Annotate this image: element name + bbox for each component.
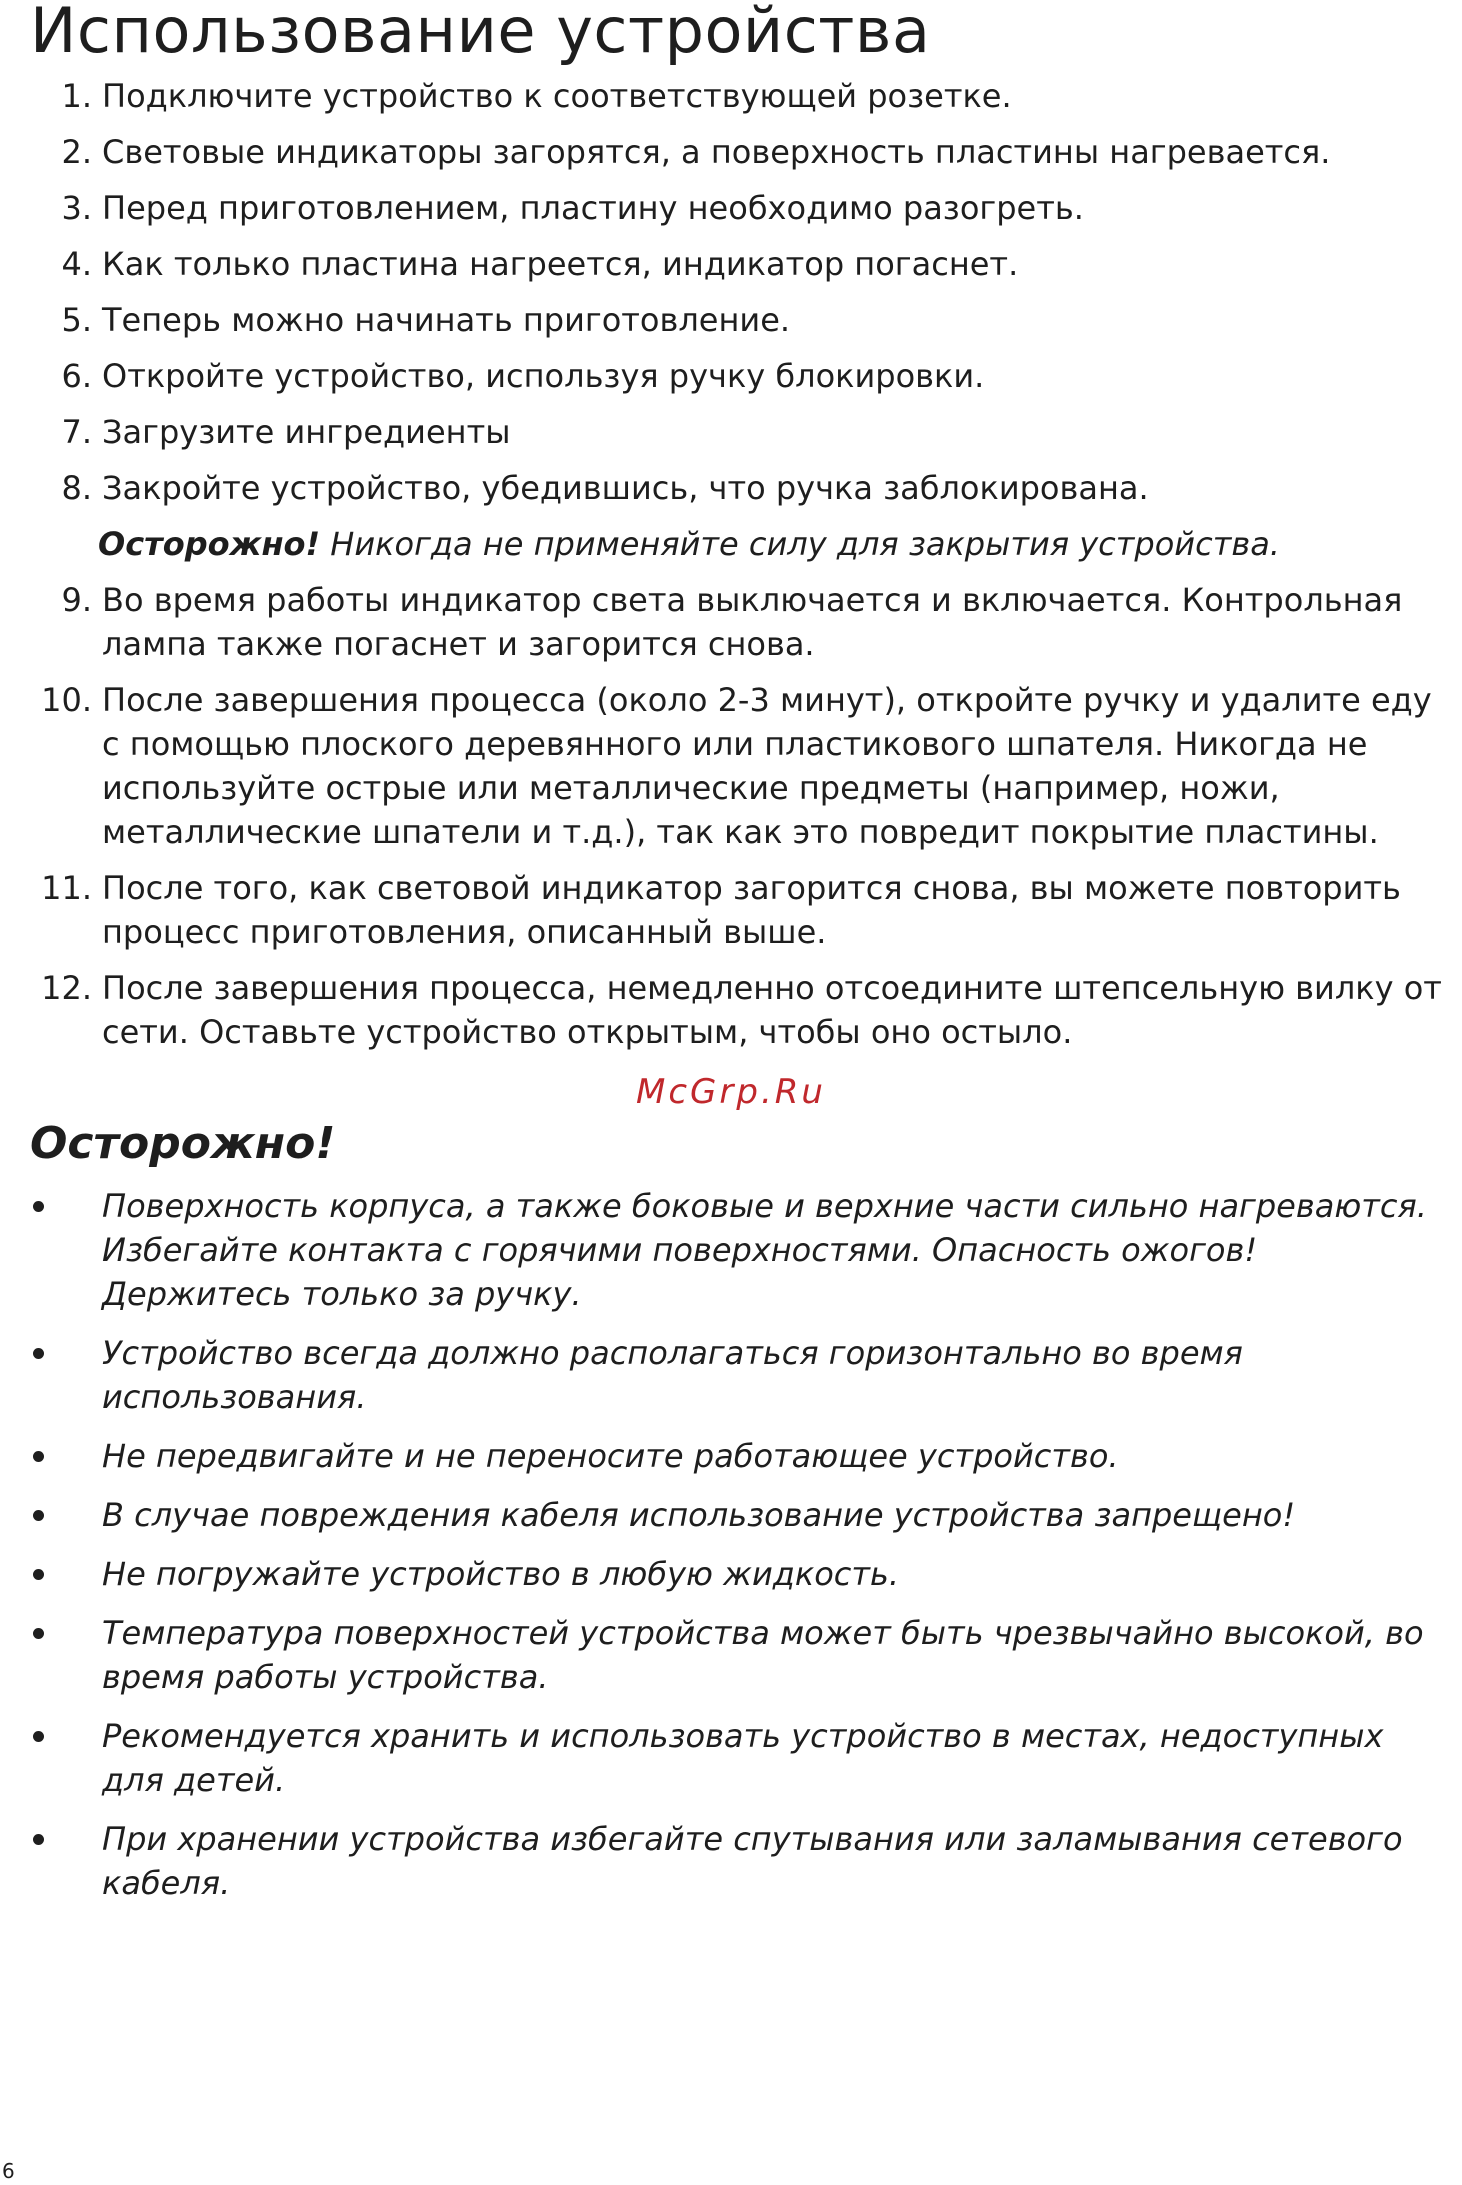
warning-text: Устройство всегда должно располагаться горизонтально во время использования.: [102, 1334, 1243, 1416]
step-item: [0, 242, 1462, 286]
bullet-icon: [33, 1834, 44, 1845]
warning-item: [0, 1184, 1462, 1316]
step-item: [0, 678, 1462, 854]
watermark: McGrp.Ru: [636, 1072, 826, 1112]
step-number: 3.: [61, 189, 92, 227]
step-text: Как только пластина нагреется, индикатор погаснет.: [102, 245, 1019, 283]
step-text: Закройте устройство, убедившись, что ручка заблокирована.: [102, 469, 1149, 507]
warning-text: Поверхность корпуса, а также боковые и верхние части сильно нагреваются. Избегайте контакта с горячими поверхностями. Опасность ожогов! Держитесь только за ручку.: [102, 1187, 1427, 1313]
step-number: 6.: [61, 357, 92, 395]
step-item: [0, 466, 1462, 510]
warning-item: [0, 1611, 1462, 1699]
inline-caution-note: [0, 522, 1462, 566]
step-item: [0, 866, 1462, 954]
step-number: 12.: [41, 969, 92, 1007]
step-number: 11.: [41, 869, 92, 907]
step-text: Перед приготовлением, пластину необходимо разогреть.: [102, 189, 1084, 227]
step-item: [0, 298, 1462, 342]
step-text: Откройте устройство, используя ручку блокировки.: [102, 357, 985, 395]
warning-item: [0, 1331, 1462, 1419]
step-item: [0, 186, 1462, 230]
warning-item: [0, 1817, 1462, 1905]
step-text: После завершения процесса (около 2-3 минут), откройте ручку и удалите еду с помощью плоского деревянного или пластикового шпателя. Никогда не используйте острые или металлические предметы (например, ножи, металлические шпатели и т.д.), так как это повредит покрытие пластины.: [102, 681, 1432, 851]
warning-item: [0, 1434, 1462, 1478]
step-text: Загрузите ингредиенты: [102, 413, 511, 451]
page-number: 6: [2, 2159, 15, 2183]
warning-item: [0, 1552, 1462, 1596]
warning-item: [0, 1714, 1462, 1802]
step-item: [0, 966, 1462, 1054]
step-text: Подключите устройство к соответствующей розетке.: [102, 77, 1012, 115]
warning-text: В случае повреждения кабеля использование устройства запрещено!: [102, 1496, 1296, 1534]
step-item: [0, 410, 1462, 454]
step-number: 4.: [61, 245, 92, 283]
inline-caution-text: Никогда не применяйте силу для закрытия устройства.: [320, 525, 1280, 563]
bullet-icon: [33, 1628, 44, 1639]
step-text: Во время работы индикатор света выключается и включается. Контрольная лампа также погаснет и загорится снова.: [102, 581, 1403, 663]
step-text: После того, как световой индикатор загорится снова, вы можете повторить процесс приготовления, описанный выше.: [102, 869, 1401, 951]
bullet-icon: [33, 1731, 44, 1742]
warning-text: Рекомендуется хранить и использовать устройство в местах, недоступных для детей.: [102, 1717, 1384, 1799]
caution-heading: Осторожно!: [30, 1118, 336, 1169]
step-item: [0, 130, 1462, 174]
bullet-icon: [33, 1569, 44, 1580]
warning-item: [0, 1493, 1462, 1537]
step-number: 5.: [61, 301, 92, 339]
step-number: 1.: [61, 77, 92, 115]
bullet-icon: [33, 1451, 44, 1462]
warning-text: Не погружайте устройство в любую жидкость.: [102, 1555, 900, 1593]
bullet-icon: [33, 1201, 44, 1212]
step-text: После завершения процесса, немедленно отсоедините штепсельную вилку от сети. Оставьте устройство открытым, чтобы оно остыло.: [102, 969, 1442, 1051]
warning-list: [0, 1184, 1462, 1920]
step-item: [0, 354, 1462, 398]
inline-caution-label: Осторожно!: [98, 525, 321, 563]
warning-text: Не передвигайте и не переносите работающее устройство.: [102, 1437, 1119, 1475]
step-item: [0, 578, 1462, 666]
step-number: 8.: [61, 469, 92, 507]
step-text: Теперь можно начинать приготовление.: [102, 301, 791, 339]
step-number: 7.: [61, 413, 92, 451]
step-number: 2.: [61, 133, 92, 171]
bullet-icon: [33, 1510, 44, 1521]
warning-text: При хранении устройства избегайте спутывания или заламывания сетевого кабеля.: [102, 1820, 1403, 1902]
instruction-steps: [0, 74, 1462, 1066]
step-text: Световые индикаторы загорятся, а поверхность пластины нагревается.: [102, 133, 1331, 171]
page-title: Использование устройства: [30, 0, 931, 67]
step-number: 9.: [61, 581, 92, 619]
warning-text: Температура поверхностей устройства может быть чрезвычайно высокой, во время работы устройства.: [102, 1614, 1424, 1696]
step-number: 10.: [41, 681, 92, 719]
bullet-icon: [33, 1348, 44, 1359]
step-item: [0, 74, 1462, 118]
